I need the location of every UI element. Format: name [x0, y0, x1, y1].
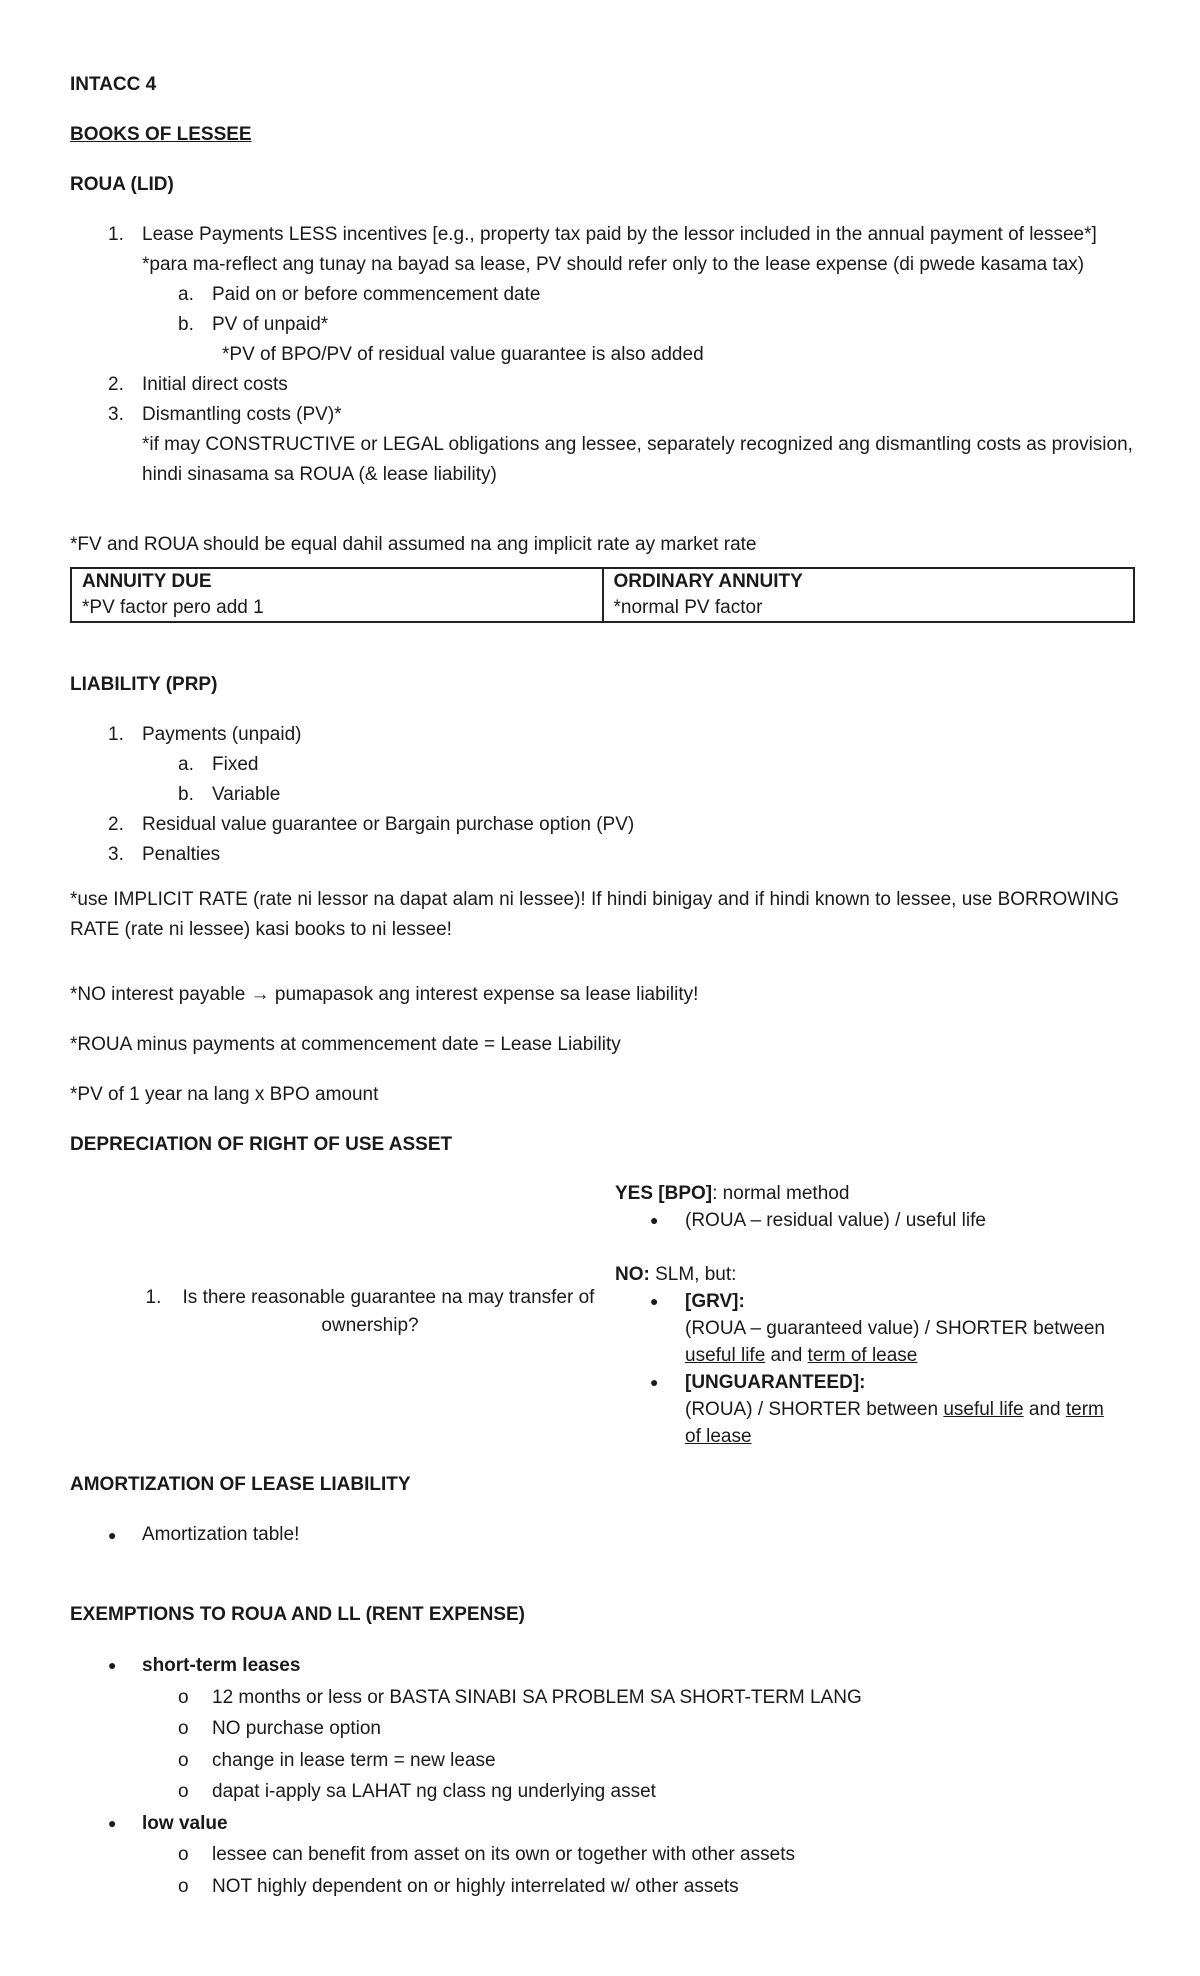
item-number: 2. — [108, 374, 124, 395]
list-item — [615, 1288, 1135, 1369]
item-number: 1. — [108, 224, 124, 245]
sub-list-item — [70, 780, 1135, 810]
item-text: Residual value guarantee or Bargain purchase option (PV) — [142, 814, 635, 835]
roua-heading: ROUA (LID) — [70, 174, 174, 195]
circle-bullet-icon: o — [178, 1718, 189, 1739]
bullet-icon: ● — [650, 1212, 659, 1228]
circle-bullet-icon: o — [178, 1875, 189, 1897]
item-note: *if may CONSTRUCTIVE or LEGAL obligations ang lessee, separately recognized ang dismantling costs as provision, hindi sinasama sa ROUA (& lease liability) — [142, 434, 1133, 485]
sub-list-item — [70, 1871, 1135, 1903]
item-text: dapat i-apply sa LAHAT ng class ng underlying asset — [212, 1781, 656, 1802]
depreciation-question — [110, 1284, 630, 1340]
yes-answer — [615, 1180, 1135, 1207]
item-text: Penalties — [142, 844, 221, 865]
annuity-table — [70, 567, 1135, 623]
sub-list-item — [70, 280, 1135, 310]
list-item — [70, 840, 1135, 870]
item-letter: b. — [178, 784, 194, 805]
unguaranteed-label: [UNGUARANTEED]: — [685, 1372, 866, 1393]
item-text: Initial direct costs — [142, 374, 288, 395]
depreciation-answers — [615, 1180, 1135, 1450]
roua-list — [70, 220, 1135, 490]
item-text: PV of unpaid* — [212, 314, 329, 335]
ung-of-lease: of lease — [685, 1426, 752, 1447]
list-item — [70, 220, 1135, 280]
exemptions-list — [70, 1650, 1135, 1902]
books-of-lessee-heading: BOOKS OF LESSEE — [70, 124, 252, 145]
short-term-label: short-term leases — [142, 1655, 301, 1676]
grv-and: and — [765, 1345, 808, 1366]
item-text: Paid on or before commencement date — [212, 284, 541, 305]
item-text: (ROUA – residual value) / useful life — [685, 1210, 986, 1231]
sub-list-item — [70, 1682, 1135, 1714]
list-item — [70, 720, 1135, 750]
ung-text: (ROUA) / SHORTER between — [685, 1399, 944, 1420]
table-cell — [603, 568, 1135, 622]
sub-list-item — [70, 1713, 1135, 1745]
bpo-note: *PV of 1 year na lang x BPO amount — [70, 1084, 379, 1105]
item-note: *PV of BPO/PV of residual value guarantee is also added — [222, 344, 704, 365]
list-item — [70, 1650, 1135, 1682]
no-label: NO: — [615, 1264, 650, 1285]
list-item — [615, 1369, 1135, 1450]
bullet-icon: ● — [108, 1657, 117, 1673]
item-text: Lease Payments LESS incentives [e.g., property tax paid by the lessor included in the annual payment of lessee*] — [142, 224, 1097, 245]
list-item — [70, 810, 1135, 840]
circle-bullet-icon: o — [178, 1686, 189, 1708]
interest-note: *NO interest payable → pumapasok ang interest expense sa lease liability! — [70, 984, 699, 1005]
doc-title: INTACC 4 — [70, 74, 157, 95]
bullet-icon: ● — [650, 1374, 659, 1390]
depreciation-heading: DEPRECIATION OF RIGHT OF USE ASSET — [70, 1134, 453, 1155]
depreciation-block — [70, 1180, 1135, 1450]
bullet-icon: ● — [108, 1527, 117, 1543]
circle-bullet-icon: o — [178, 1844, 189, 1865]
liability-heading: LIABILITY (PRP) — [70, 674, 218, 695]
no-text: SLM, but: — [649, 1264, 737, 1285]
list-item — [70, 1808, 1135, 1840]
item-letter: a. — [178, 284, 194, 305]
column-header: ORDINARY ANNUITY — [613, 571, 803, 592]
list-item — [615, 1207, 1135, 1234]
bullet-icon: ● — [650, 1293, 659, 1309]
item-text: Fixed — [212, 754, 259, 775]
item-text: NO purchase option — [212, 1718, 381, 1739]
fv-note: *FV and ROUA should be equal dahil assumed na ang implicit rate ay market rate — [70, 534, 757, 555]
item-number: 1. — [108, 724, 124, 745]
roua-minus-note: *ROUA minus payments at commencement date = Lease Liability — [70, 1034, 621, 1055]
table-cell — [71, 568, 603, 622]
item-letter: a. — [178, 754, 194, 775]
liability-list — [70, 720, 1135, 870]
ung-useful-life: useful life — [943, 1399, 1024, 1420]
ung-and: and — [1023, 1399, 1066, 1420]
sub-list-item — [70, 1776, 1135, 1808]
item-text: 12 months or less or BASTA SINABI SA PROBLEM SA SHORT-TERM LANG — [212, 1686, 862, 1708]
list-item — [70, 400, 1135, 490]
item-text: Variable — [212, 784, 281, 805]
cell-text: *PV factor pero add 1 — [82, 597, 264, 618]
list-item — [70, 1520, 1135, 1550]
table-row — [71, 568, 1134, 622]
yes-label: YES [BPO] — [615, 1183, 713, 1204]
no-answer — [615, 1261, 1135, 1288]
item-number: 1. — [145, 1287, 162, 1308]
item-text: lessee can benefit from asset on its own or together with other assets — [212, 1844, 795, 1865]
circle-bullet-icon: o — [178, 1749, 189, 1771]
sub-list-item — [70, 310, 1135, 370]
ung-term: term — [1065, 1399, 1104, 1420]
grv-term: term of lease — [807, 1345, 918, 1366]
yes-text: : normal method — [712, 1183, 850, 1204]
item-text: Dismantling costs (PV)* — [142, 404, 342, 425]
list-item — [70, 370, 1135, 400]
item-letter: b. — [178, 314, 194, 335]
sub-list-item — [70, 1839, 1135, 1871]
question-text: Is there reasonable guarantee na may transfer of ownership? — [182, 1287, 595, 1336]
amortization-heading: AMORTIZATION OF LEASE LIABILITY — [70, 1474, 411, 1495]
item-number: 2. — [108, 814, 124, 835]
item-number: 3. — [108, 404, 124, 425]
item-text: change in lease term = new lease — [212, 1749, 496, 1771]
item-text: Payments (unpaid) — [142, 724, 302, 745]
low-value-label: low value — [142, 1812, 228, 1834]
sub-list-item — [70, 750, 1135, 780]
circle-bullet-icon: o — [178, 1781, 189, 1802]
column-header: ANNUITY DUE — [82, 571, 212, 592]
item-text: NOT highly dependent on or highly interrelated w/ other assets — [212, 1875, 739, 1897]
grv-label: [GRV]: — [685, 1291, 745, 1312]
item-text: Amortization table! — [142, 1524, 300, 1545]
grv-useful-life: useful life — [685, 1345, 766, 1366]
sub-list-item — [70, 1745, 1135, 1777]
item-number: 3. — [108, 844, 124, 865]
grv-text: (ROUA – guaranteed value) / SHORTER between — [685, 1318, 1105, 1339]
implicit-rate-note: *use IMPLICIT RATE (rate ni lessor na dapat alam ni lessee)! If hindi binigay and if hindi known to lessee, use BORROWING RATE (rate ni lessee) kasi books to ni lessee! — [70, 889, 1119, 940]
exemptions-heading: EXEMPTIONS TO ROUA AND LL (RENT EXPENSE) — [70, 1604, 525, 1625]
item-note: *para ma-reflect ang tunay na bayad sa lease, PV should refer only to the lease expense (di pwede kasama tax) — [142, 254, 1085, 275]
bullet-icon: ● — [108, 1814, 117, 1831]
cell-text: *normal PV factor — [613, 597, 763, 618]
